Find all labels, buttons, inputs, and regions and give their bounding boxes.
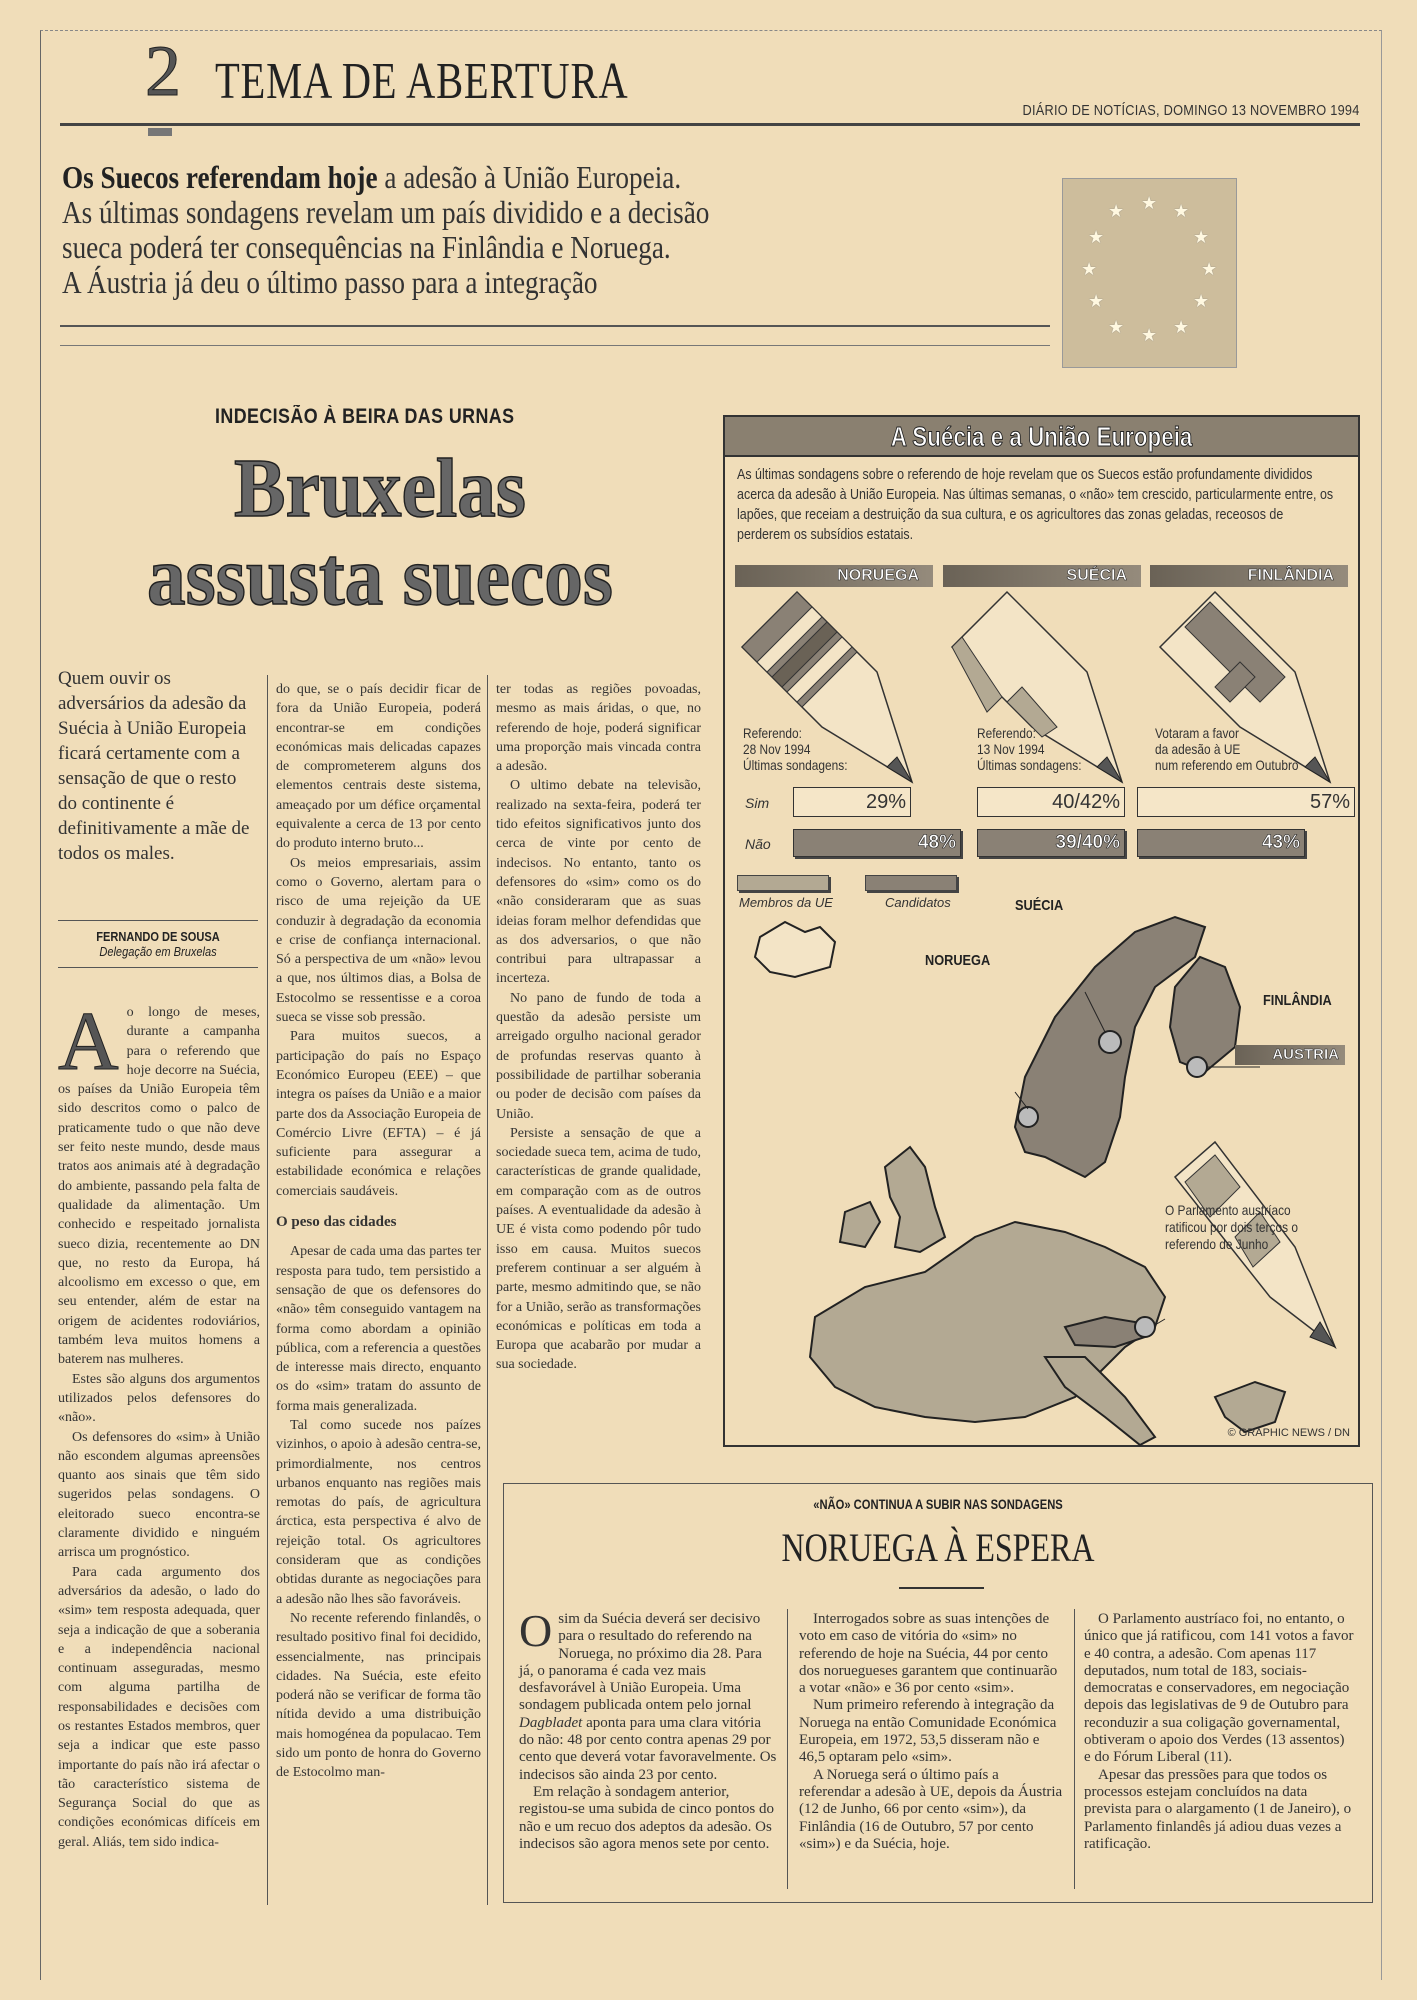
info-line: 28 Nov 1994 <box>743 741 811 757</box>
story-column-3 <box>496 680 701 1375</box>
austria-note: O Parlamento austríaco ratificou por dois terços o referendo de Junho <box>1165 1202 1298 1252</box>
star-icon: ★ <box>1081 259 1098 279</box>
pin-finlandia <box>1187 1057 1207 1077</box>
country-info-noruega <box>743 725 848 773</box>
infographic-title <box>725 417 1358 457</box>
row-label-sim: Sim <box>745 795 770 811</box>
star-icon: ★ <box>1141 193 1158 213</box>
paragraph: Apesar das pressões para que todos os processos estejam concluídos na data prevista para o alargamento (1 de Janeiro), o Parlamento finlandês já adiou duas vezes a ratificação. <box>1084 1766 1352 1852</box>
infographic <box>723 415 1360 1447</box>
headline-rule <box>899 1587 984 1589</box>
nao-value-suecia: 39/40% <box>977 829 1125 857</box>
nao-value-finlandia: 43% <box>1137 829 1305 857</box>
star-icon: ★ <box>1141 325 1158 345</box>
europe-map <box>725 877 1358 1447</box>
star-icon: ★ <box>1173 317 1190 337</box>
story-headline <box>113 442 647 623</box>
country-tab-austria: AUSTRIA <box>1235 1045 1345 1065</box>
paragraph: ter todas as regiões povoadas, mesmo as mais áridas, o que, no referendo de hoje, poderá significar uma proporção mais vincada contra a adesão. <box>496 682 701 775</box>
lead-line-1: a adesão à União Europeia. <box>377 159 682 195</box>
star-icon: ★ <box>1088 291 1105 311</box>
author-role: Delegação em Bruxelas <box>99 944 217 959</box>
sidebar-column-3 <box>1084 1611 1354 1853</box>
star-icon: ★ <box>1108 201 1125 221</box>
lead-line-4: A Áustria já deu o último passo para a integração <box>62 264 598 300</box>
paragraph: Tal como sucede nos paízes vizinhos, o apoio à adesão centra-se, primordialmente, nos centros urbanos enquanto nas regiões mais remotas do país, de agricultura árctica, esta perspectiva é alvo de rejeição total. Os agricultores consideram que as condições obtidas durante as negociações para a adesão não lhes são favoráveis. <box>276 1417 481 1607</box>
graphic-credit: © GRAPHIC NEWS / DN <box>1227 1427 1350 1439</box>
info-line: Votaram a favor <box>1155 725 1240 741</box>
country-info-suecia <box>977 725 1082 773</box>
paragraph: Para cada argumento dos adversários da adesão, o lado do «sim» tem resposta adequada, quer seja a indicação de que a soberania e a independência nacional continuam asseguradas, mesmo com alguma partilha de responsabilidades e decisões com os restantes Estados membros, quer seja a indicar que este passo importante do país não irá afectar o tão característico sistema de Segurança Social do que as condições económicas difíceis em geral. Aliás, tem sido indica- <box>58 1564 260 1850</box>
column-rule <box>787 1609 788 1889</box>
sim-value-finlandia: 57% <box>1137 787 1355 817</box>
nao-value-noruega: 48% <box>793 829 961 857</box>
newspaper-name: Dagbladet <box>519 1714 583 1731</box>
paragraph: O Parlamento austríaco foi, no entanto, o único que já ratificou, com 141 votos a favor e 40 contra, a adesão. Com apenas 117 deputados, num total de 183, sociais-democratas e conservadores, em negociação depois das legislativas de 9 de Outubro para reconduzir a sua coligação governamental, obtiveram o apoio dos Verdes (13 assentos) e do Fórum Liberal (11). <box>1084 1611 1354 1766</box>
norway-sidebar <box>503 1483 1373 1903</box>
country-tab-suecia: SUÉCIA <box>943 565 1141 587</box>
infographic-intro: As últimas sondagens sobre o referendo de hoje revelam que os Suecos estão profundamente divididos acerca da adesão à União Europeia. Nas últimas semanas, o «não» tem crescido, particularmente entre, os lapões, que receiam a destruição da sua cultura, e os agricultores das zonas geladas, receosos de perderem os subsídios estatais. <box>737 467 1334 543</box>
sidebar-column-1 <box>519 1605 777 1853</box>
text-run: sim da Suécia deverá ser decisivo para o resultado do referendo na Noruega, no próximo dia 28. Para já, o panorama é cada vez mais desfavorável à União Europeia. Uma sondagem publicada ontem pelo jornal <box>519 1611 762 1714</box>
pin-noruega <box>1018 1107 1038 1127</box>
lead-line-2: As últimas sondagens revelam um país dividido e a decisão <box>62 194 710 230</box>
lead-rule-thin <box>60 345 1050 346</box>
byline <box>58 920 258 968</box>
story-column-1 <box>58 995 260 1852</box>
pin-suecia <box>1099 1031 1121 1053</box>
sidebar-kicker: «NÃO» CONTINUA A SUBIR NAS SONDAGENS <box>813 1496 1063 1512</box>
paragraph: Estes são alguns dos argumentos utilizados pelos defensores do «não». <box>58 1371 260 1426</box>
sim-value-suecia: 40/42% <box>977 787 1125 817</box>
map-label-finlandia: FINLÂNDIA <box>1263 992 1332 1009</box>
paragraph: O ultimo debate na televisão, realizado na sexta-feira, poderá ter tido efeitos significativos junto dos cerca de vinte por cento de indecisos. No entanto, tanto os defensores do «sim» como os do «não consideraram que as suas ideias foram melhor defendidas que as dos adversarios, o que não contribui para ultrapassar a incerteza. <box>496 778 701 987</box>
column-rule <box>267 675 268 1905</box>
legend-label-candidates: Candidatos <box>885 895 951 910</box>
column-rule <box>1074 1609 1075 1889</box>
column-rule <box>487 675 488 1905</box>
paragraph: No pano de fundo de toda a questão da adesão persiste um arreigado orgulho nacional gerador de profundas reservas quanto à possibilidade de partilhar soberania ou poder de decisão com países da União. <box>496 990 701 1122</box>
map-label-noruega: NORUEGA <box>925 952 991 969</box>
info-line: 13 Nov 1994 <box>977 741 1045 757</box>
headline-line-2: assusta suecos <box>147 530 613 623</box>
star-icon: ★ <box>1173 201 1190 221</box>
paragraph: No recente referendo finlandês, o resultado positivo final foi decidido, essencialmente, nas principais cidades. Na Suécia, este efeito poderá não se verificar de forma tão nítida devido a uma distribuição mais homogénea da populacao. Tem sido um ponto de honra do Governo de Estocolmo man- <box>276 1610 481 1781</box>
paragraph: A Noruega será o último país a referendar a adesão à UE, depois da Áustria (12 de Junho, 66 por cento «sim»), da Finlândia (16 de Outubro, 57 por cento «sim») e da Suécia, hoje. <box>799 1766 1063 1852</box>
lead-summary <box>62 160 878 300</box>
paragraph: Apesar de cada uma das partes ter resposta para tudo, tem persistido a sensação de que os defensores do «não» têm conseguido vantagem na forma como abordam a opinião pública, com a referencia a questões de interesse mais directo, enquanto os do «sim» tratam do assunto de forma mais generalizada. <box>276 1244 481 1414</box>
lead-bold: Os Suecos referendam hoje <box>62 159 378 195</box>
story-deck: Quem ouvir os adversários da adesão da Suécia à União Europeia ficará certamente com a sensação de que o resto do continente é definitivamente a mãe de todos os males. <box>58 668 250 864</box>
drop-cap: A <box>58 995 119 1088</box>
author-name: FERNANDO DE SOUSA <box>96 929 220 944</box>
sidebar-headline: NORUEGA À ESPERA <box>781 1525 1095 1570</box>
star-icon: ★ <box>1108 317 1125 337</box>
eu-flag-image <box>1062 178 1237 368</box>
info-line: num referendo em Outubro <box>1155 757 1299 773</box>
headline-line-1: Bruxelas <box>234 442 526 535</box>
drop-cap: O <box>519 1605 553 1656</box>
paragraph: do que, se o país decidir ficar de fora da União Europeia, poderá encontrar-se em condições económicas mais delicadas capazes de comprometerem alguns dos elementos centrais deste sistema, ameaçado por um défice orçamental equivalente a cerca de 13 por cento do produto interno bruto... <box>276 682 481 852</box>
star-icon: ★ <box>1193 227 1210 247</box>
paragraph: Interrogados sobre as suas intenções de voto em caso de vitória do «sim» no referendo de hoje na Suécia, 44 por cento dos noruegueses garantem que continuarão a votar «não» e 36 por cento «sim». <box>799 1611 1058 1697</box>
paragraph: Os meios empresariais, assim como o Governo, alertam para o risco de uma rejeição da UE conduzir à degradação da economia e crise de confiança internacional. Só a perspectiva de um «não» levou a que, nos últimos dias, a Bolsa de Estocolmo se ressentisse e a coroa sueca se visse sob pressão. <box>276 855 481 1026</box>
paragraph: o longo de meses, durante a campanha para o referendo que hoje decorre na Suécia, os países da União Europeia têm sido descritos como o palco de praticamente tudo o que não deve ser feito neste mundo, desde maus tratos aos animais até à degradação do ambiente, passando pela falta de qualidade da alimentação. Um conhecido e respeitado jornalista sueco dizia, recentemente ao DN que, no resto da Europa, há alcoolismo em excesso o que, em seu entender, além de estar na origem de acidentes rodoviários, também leva muitos homens a baterem nas mulheres. <box>58 1005 260 1368</box>
page-header <box>60 30 1360 130</box>
star-icon: ★ <box>1201 259 1218 279</box>
info-line: da adesão à UE <box>1155 741 1241 757</box>
info-line: Referendo: <box>743 725 802 741</box>
pin-austria <box>1135 1317 1155 1337</box>
star-icon: ★ <box>1088 227 1105 247</box>
header-rule <box>60 123 1360 126</box>
country-tab-finlandia: FINLÂNDIA <box>1150 565 1348 587</box>
paragraph <box>519 1605 777 1784</box>
story-column-2 <box>276 680 481 1783</box>
paragraph: Num primeiro referendo à integração da Noruega na então Comunidade Económica Europeia, em 1972, 53,5 disseram não e 46,5 optaram pelo «sim». <box>799 1697 1057 1766</box>
paragraph: Os defensores do «sim» à União não escondem algumas apreensões quanto aos sinais que têm sido sugeridos pelas sondagens. O eleitorado sueco encontra-se claramente dividido e ninguém arrisca um prognóstico. <box>58 1429 260 1561</box>
star-icon: ★ <box>1193 291 1210 311</box>
paragraph: Para muitos suecos, a participação do país no Espaço Económico Europeu (EEE) – que integra os países da União e a maior parte dos da Associação Europeia de Comércio Livre (EFTA) – é já suficiente para assegurar a estabilidade económica e relações comerciais saudáveis. <box>276 1029 481 1199</box>
text-run: aponta para uma clara vitória do não: 48 por cento contra apenas 29 por cento que deverá votar favoravelmente. Os indecisos são ainda 23 por cento. <box>519 1714 777 1783</box>
section-title: TEMA DE ABERTURA <box>215 53 629 110</box>
subhead: O peso das cidades <box>276 1214 397 1231</box>
sim-value-noruega: 29% <box>793 787 911 817</box>
page-number-bar <box>148 128 172 136</box>
lead-line-3: sueca poderá ter consequências na Finlândia e Noruega. <box>62 229 671 265</box>
info-line: Últimas sondagens: <box>743 757 848 773</box>
map-label-suecia: SUÉCIA <box>1015 897 1064 914</box>
paragraph: Persiste a sensação de que a sociedade sueca tem, acima de tudo, características de grande qualidade, em comparação com as de outros países. A eventualidade da adesão à UE é vista como podendo pôr tudo isso em causa. Muitos suecos preferem continuar a ser alguém à parte, mesmo admitindo que, se não for a União, serão as transformações económicas e políticas em toda a Europa que acabarão por mudar a sua sociedade. <box>496 1125 701 1373</box>
country-info-finlandia <box>1155 725 1299 773</box>
infographic-title-text: A Suécia e a União Europeia <box>890 421 1193 452</box>
info-line: Últimas sondagens: <box>977 757 1082 773</box>
paragraph: Em relação à sondagem anterior, registou-se uma subida de cinco pontos do não e um recuo dos adeptos da adesão. Os indecisos são agora menos sete por cento. <box>519 1783 774 1852</box>
sidebar-column-2 <box>799 1611 1064 1853</box>
info-line: Referendo: <box>977 725 1036 741</box>
story-kicker: INDECISÃO À BEIRA DAS URNAS <box>215 405 515 428</box>
row-label-nao: Não <box>745 836 771 852</box>
lead-rule <box>60 325 1050 327</box>
dateline: DIÁRIO DE NOTÍCIAS, DOMINGO 13 NOVEMBRO 1994 <box>1022 102 1360 119</box>
page-number: 2 <box>145 31 181 111</box>
country-tab-noruega: NORUEGA <box>735 565 933 587</box>
legend-label-members: Membros da UE <box>739 895 833 910</box>
